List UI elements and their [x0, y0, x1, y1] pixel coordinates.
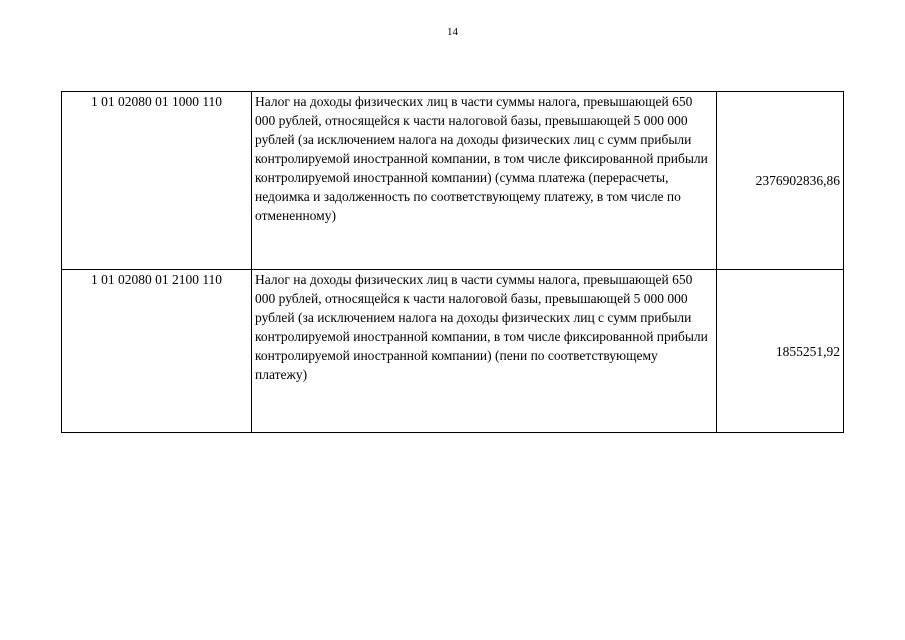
budget-table — [61, 91, 844, 433]
table-row — [62, 92, 844, 270]
amount-cell: 1855251,92 — [717, 270, 844, 433]
classification-code-cell: 1 01 02080 01 2100 110 — [62, 270, 252, 433]
classification-code-cell: 1 01 02080 01 1000 110 — [62, 92, 252, 270]
description-cell: Налог на доходы физических лиц в части суммы налога, превышающей 650 000 рублей, относящейся к части налоговой базы, превышающей 5 000 000 рублей (за исключением налога на доходы физических лиц с сумм прибыли контролируемой иностранной компании, в том числе фиксированной прибыли контролируемой иностранной компании) (сумма платежа (перерасчеты, недоимка и задолженность по соответствующему платежу, в том числе по отмененному) — [252, 92, 717, 270]
table-row — [62, 270, 844, 433]
description-cell: Налог на доходы физических лиц в части суммы налога, превышающей 650 000 рублей, относящейся к части налоговой базы, превышающей 5 000 000 рублей (за исключением налога на доходы физических лиц с сумм прибыли контролируемой иностранной компании, в том числе фиксированной прибыли контролируемой иностранной компании) (пени по соответствующему платежу) — [252, 270, 717, 433]
amount-cell: 2376902836,86 — [717, 92, 844, 270]
page-number: 14 — [447, 26, 458, 38]
